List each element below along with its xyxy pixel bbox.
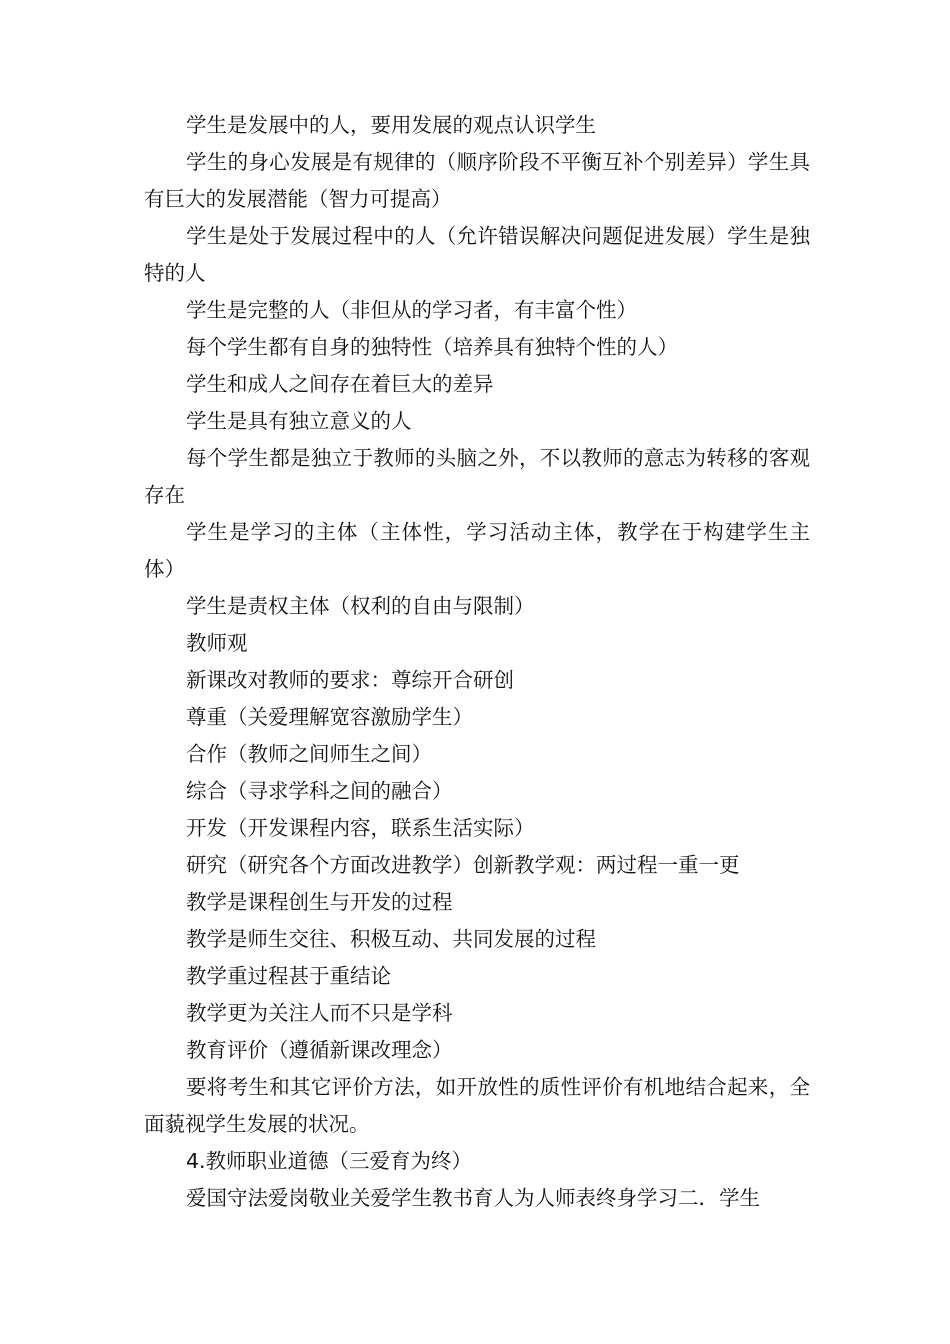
paragraph: 每个学生都有自身的独特性（培养具有独特个性的人） (186, 335, 678, 359)
document-body (144, 107, 810, 1217)
paragraph: 新课改对教师的要求：尊综开合研创 (186, 668, 514, 692)
section-heading: 4.教师职业道德（三爱育为终） (186, 1149, 473, 1173)
section-heading: 教师观 (186, 631, 248, 655)
paragraph: 尊重（关爱理解宽容激励学生） (186, 705, 473, 729)
paragraph: 教学重过程甚于重结论 (186, 964, 391, 988)
paragraph: 教学更为关注人而不只是学科 (186, 1001, 453, 1025)
paragraph: 学生是具有独立意义的人 (186, 409, 412, 433)
paragraph: 每个学生都是独立于教师的头脑之外，不以教师的意志为转移的客观存在 (144, 446, 810, 507)
paragraph: 要将考生和其它评价方法，如开放性的质性评价有机地结合起来，全面藐视学生发展的状况。 (144, 1075, 810, 1136)
paragraph: 学生是发展中的人，要用发展的观点认识学生 (186, 113, 596, 137)
paragraph: 学生是责权主体（权利的自由与限制） (186, 594, 535, 618)
paragraph: 爱国守法爱岗敬业关爱学生教书育人为人师表终身学习二．学生 (186, 1186, 760, 1210)
paragraph: 学生的身心发展是有规律的（顺序阶段不平衡互补个别差异）学生具有巨大的发展潜能（智力可提高） (144, 150, 810, 211)
paragraph: 学生是完整的人（非但从的学习者，有丰富个性） (186, 298, 637, 322)
paragraph: 合作（教师之间师生之间） (186, 742, 432, 766)
paragraph: 教学是师生交往、积极互动、共同发展的过程 (186, 927, 596, 951)
paragraph: 教育评价（遵循新课改理念） (186, 1038, 453, 1062)
paragraph: 开发（开发课程内容，联系生活实际） (186, 816, 535, 840)
paragraph: 综合（寻求学科之间的融合） (186, 779, 453, 803)
paragraph: 学生是学习的主体（主体性，学习活动主体，教学在于构建学生主体） (144, 520, 810, 581)
paragraph: 学生和成人之间存在着巨大的差异 (186, 372, 494, 396)
paragraph: 教学是课程创生与开发的过程 (186, 890, 453, 914)
paragraph: 研究（研究各个方面改进教学）创新教学观：两过程一重一更 (186, 853, 740, 877)
paragraph: 学生是处于发展过程中的人（允许错误解决问题促进发展）学生是独特的人 (144, 224, 810, 285)
